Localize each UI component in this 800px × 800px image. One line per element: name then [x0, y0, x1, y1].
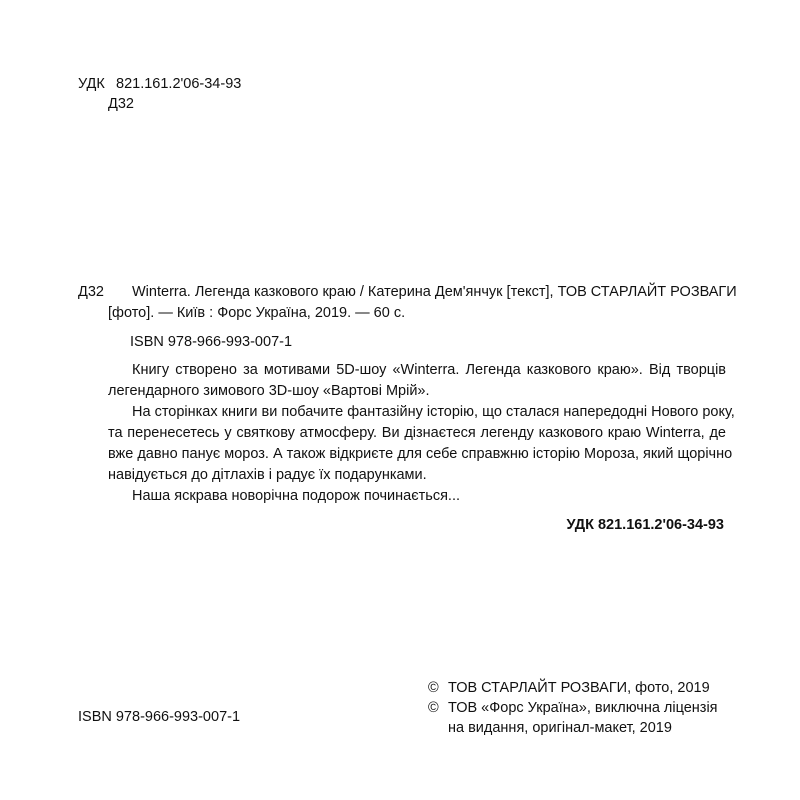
- udk-header: [78, 74, 241, 114]
- copyright-block: [428, 678, 718, 738]
- copyright-text: ТОВ «Форс Україна», виключна ліцензія: [448, 700, 718, 716]
- copyright-line: [428, 698, 718, 718]
- record-title-line-1: Winterra. Легенда казкового краю / Катерина Дем'янчук [текст], ТОВ СТАРЛАЙТ РОЗВАГИ: [132, 284, 737, 300]
- copyright-line: [428, 678, 718, 698]
- bibliographic-record: [78, 282, 737, 536]
- annotation-line: На сторінках книги ви побачите фантазійну історію, що сталася напередодні Нового року,: [132, 404, 735, 420]
- annotation-line: Книгу створено за мотивами 5D-шоу «Winterra. Легенда казкового краю». Від творців: [132, 362, 726, 378]
- isbn-bottom: ISBN 978-966-993-007-1: [78, 709, 241, 725]
- annotation-line: легендарного зимового 3D-шоу «Вартові Мрій».: [108, 383, 430, 399]
- record-body: [108, 282, 737, 536]
- record-isbn: ISBN 978-966-993-007-1: [130, 334, 293, 350]
- annotation-line: вже давно панує мороз. А також відкриєте для себе справжню історію Мороза, який щорічно: [108, 446, 733, 462]
- udk-label: УДК: [78, 76, 105, 92]
- udk-value: 821.161.2'06-34-93: [116, 76, 242, 92]
- udk-bottom: УДК 821.161.2'06-34-93: [566, 517, 724, 533]
- copyright-text: ТОВ СТАРЛАЙТ РОЗВАГИ, фото, 2019: [448, 680, 710, 696]
- udk-line: [78, 74, 241, 94]
- annotation-line: Наша яскрава новорічна подорож починається...: [132, 488, 461, 504]
- annotation-line: навідується до дітлахів і радує їх подарунками.: [108, 467, 427, 483]
- author-mark-top: Д32: [108, 96, 134, 112]
- copyright-icon: ©: [428, 700, 439, 716]
- record-title-line-2: [фото]. — Київ : Форс Україна, 2019. — 60 с.: [108, 305, 406, 321]
- copyright-text-continued: на видання, оригінал-макет, 2019: [448, 720, 672, 736]
- copyright-icon: ©: [428, 680, 439, 696]
- annotation: [108, 360, 735, 507]
- annotation-line: та перенесетесь у святкову атмосферу. Ви дізнаєтеся легенду казкового краю Winterra, де: [108, 425, 726, 441]
- record-author-mark: Д32: [78, 284, 104, 300]
